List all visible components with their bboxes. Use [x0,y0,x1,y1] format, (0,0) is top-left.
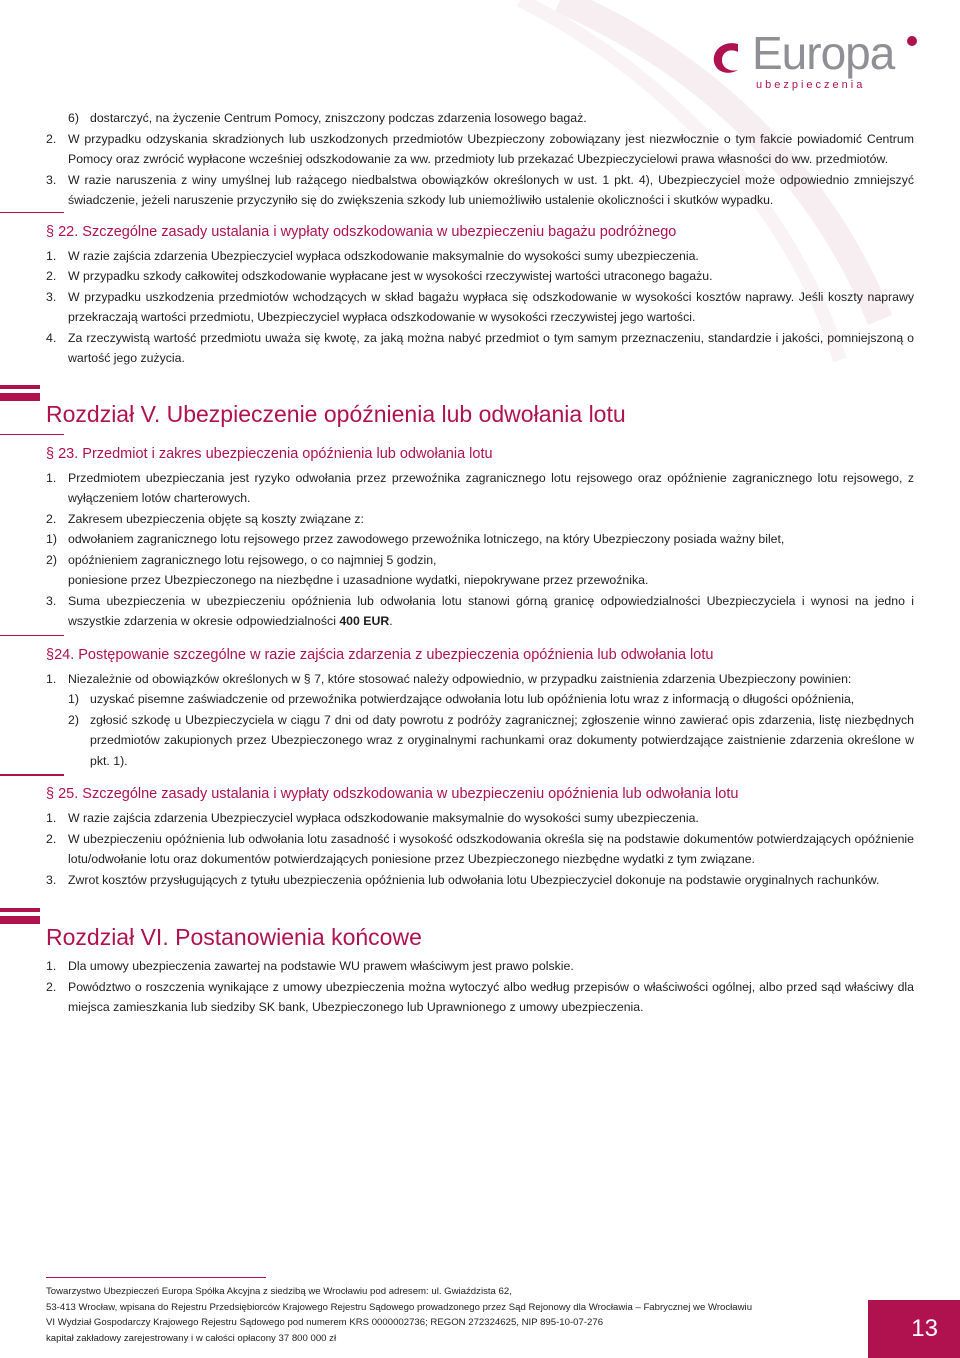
list-item: 3. W razie naruszenia z winy umyślnej lub rażącego niedbalstwa obowiązków określonych w ust. 1 pkt. 4), Ubezpieczyciel może odpowiednio zmniejszyć świadczenie, jeżeli naruszenie przyczyniło się do zwiększenia szkody lub uniemożliwiło ustalenie okoliczności i skutków wypadku. [46,172,914,207]
list-item: 6) dostarczyć, na życzenie Centrum Pomocy, zniszczony podczas zdarzenia losowego bagaż. [68,111,587,125]
list-item: 2. Zakresem ubezpieczenia objęte są koszty związane z: [46,511,364,526]
list-item: 3. W przypadku uszkodzenia przedmiotów wchodzących w skład bagażu wypłaca się odszkodowanie w wysokości kosztów naprawy. Jeśli koszty naprawy przekraczają wartości przedmiotu, Ubezpieczyciel wypłaca odszkodowanie w wysokości rzeczywistej jego wartości. [46,289,914,324]
sum-amount: 400 EUR [339,614,390,628]
list-continuation: poniesione przez Ubezpieczonego na niezbędne i uzasadnione wydatki, niepokrywane przez przewoźnika. [68,573,649,587]
logo-mark-icon [708,38,748,78]
list-item: 1. Dla umowy ubezpieczenia zawartej na podstawie WU prawem właściwym jest prawo polskie. [46,959,574,973]
footer-line: Towarzystwo Ubezpieczeń Europa Spółka Akcyjna z siedzibą we Wrocławiu pod adresem: ul. Gwiaździsta 62, [46,1286,512,1297]
list-item: 2. W przypadku szkody całkowitej odszkodowanie wypłacane jest w wysokości rzeczywistej wartości utraconego bagażu. [46,269,713,283]
list-item: 4. Za rzeczywistą wartość przedmiotu uważa się kwotę, za jaką można nabyć przedmiot o tym samym przeznaczeniu, standardzie i jakości, pomniejszoną o wartość jego zużycia. [46,330,914,365]
list-item: 3. Zwrot kosztów przysługujących z tytułu ubezpieczenia opóźnienia lub odwołania lotu Ubezpieczyciel dokonuje na podstawie oryginalnych rachunków. [46,872,880,887]
section-heading-22: § 22. Szczególne zasady ustalania i wypłaty odszkodowania w ubezpieczeniu bagażu podróżnego [46,221,914,243]
list-item: 2. W przypadku odzyskania skradzionych lub uszkodzonych przedmiotów Ubezpieczony zobowiązany jest niezwłocznie o tym fakcie powiadomić Centrum Pomocy oraz zwrócić wypłacone wcześniej odszkodowanie za ww. przedmioty lub przekazać Ubezpieczycielowi prawa własności do ww. przedmiotów. [46,131,914,166]
footer-line: VI Wydział Gospodarczy Krajowego Rejestru Sądowego pod numerem KRS 0000002736; REGON 272324625, NIP 895-10-07-276 [46,1317,604,1328]
logo-wordmark: Europa [752,27,895,79]
list-item: 3. Suma ubezpieczenia w ubezpieczeniu opóźnienia lub odwołania lotu stanowi górną granicę odpowiedzialności Ubezpieczyciela i wynosi na jedno i wszystkie zdarzenia w okresie odpowiedzialności 400 EUR. [46,593,914,628]
logo-dot [907,36,917,46]
list-item: 1) uzyskać pisemne zaświadczenie od przewoźnika potwierdzające odwołania lotu lub opóźnienia lotu wraz z informacją o długości opóźnienia, [68,692,855,706]
europa-logo [708,27,923,96]
list-item: 1. W razie zajścia zdarzenia Ubezpieczyciel wypłaca odszkodowanie maksymalnie do wysokości sumy ubezpieczenia. [46,811,699,825]
list-item: 1) odwołaniem zagranicznego lotu rejsowego przez zawodowego przewoźnika lotniczego, na który Ubezpieczony posiada ważny bilet, [46,532,785,546]
list-item: 1. W razie zajścia zdarzenia Ubezpieczyciel wypłaca odszkodowanie maksymalnie do wysokości sumy ubezpieczenia. [46,248,699,263]
list-item: 2. W ubezpieczeniu opóźnienia lub odwołania lotu zasadność i wysokość odszkodowania określa się na podstawie dokumentów potwierdzających opóźnienie lotu/odwołanie lotu oraz dokumentów potwierdzających poniesione przez Ubezpieczonego niezbędne wydatki z tym związane. [46,831,914,866]
document-body [46,108,914,1018]
list-item: 2. Powództwo o roszczenia wynikające z umowy ubezpieczenia można wytoczyć albo według przepisów o właściwości ogólnej, albo przed sąd właściwy dla miejsca zamieszkania lub siedziby SK bank, Ubezpieczonego lub Uprawnionego z umowy ubezpieczenia. [46,979,914,1014]
footer-line: 53-413 Wrocław, wpisana do Rejestru Przedsiębiorców Krajowego Rejestru Sądowego prowadzonego przez Sąd Rejonowy dla Wrocławia – Fabrycznej we Wrocławiu [46,1301,753,1313]
section-heading-23: § 23. Przedmiot i zakres ubezpieczenia opóźnienia lub odwołania lotu [46,443,914,465]
list-item: 1. Przedmiotem ubezpieczania jest ryzyko odwołania przez przewoźnika zagranicznego lotu rejsowego oraz opóźnienie zagranicznego lotu rejsowego, z wyłączeniem lotów charterowych. [46,470,914,505]
list-item: 2) zgłosić szkodę u Ubezpieczyciela w ciągu 7 dni od daty powrotu z podróży zagranicznej; zgłoszenie winno zawierać opis zdarzenia, listę niezbędnych przedmiotów zakupionych przez Ubezpieczonego wraz z oryginalnymi rachunkami oraz dokumenty potwierdzające zaistnienie zdarzenia określone w pkt. 1). [68,712,914,768]
page-number: 13 [868,1300,960,1358]
footer [46,1284,846,1346]
chapter-title-5: Rozdział V. Ubezpieczenie opóźnienia lub odwołania lotu [46,399,914,429]
section-heading-24: §24. Postępowanie szczególne w razie zajścia zdarzenia z ubezpieczenia opóźnienia lub odwołania lotu [46,644,914,666]
footer-line: kapitał zakładowy zarejestrowany i w całości opłacony 37 800 000 zł [46,1332,337,1344]
chapter-title-6: Rozdział VI. Postanowienia końcowe [46,922,914,952]
chapter-marker [0,393,40,401]
footer-divider [46,1277,266,1278]
section-heading-25: § 25. Szczególne zasady ustalania i wypłaty odszkodowania w ubezpieczeniu opóźnienia lub odwołania lotu [46,783,914,805]
logo-subtitle: ubezpieczenia [756,79,866,91]
chapter-marker [0,916,40,924]
list-item: 1. Niezależnie od obowiązków określonych w § 7, które stosować należy odpowiednio, w przypadku zaistnienia zdarzenia Ubezpieczony powinien: [46,671,852,686]
chapter-marker [0,385,40,389]
chapter-marker [0,908,40,912]
list-item: 2) opóźnieniem zagranicznego lotu rejsowego, o co najmniej 5 godzin, [46,552,437,567]
